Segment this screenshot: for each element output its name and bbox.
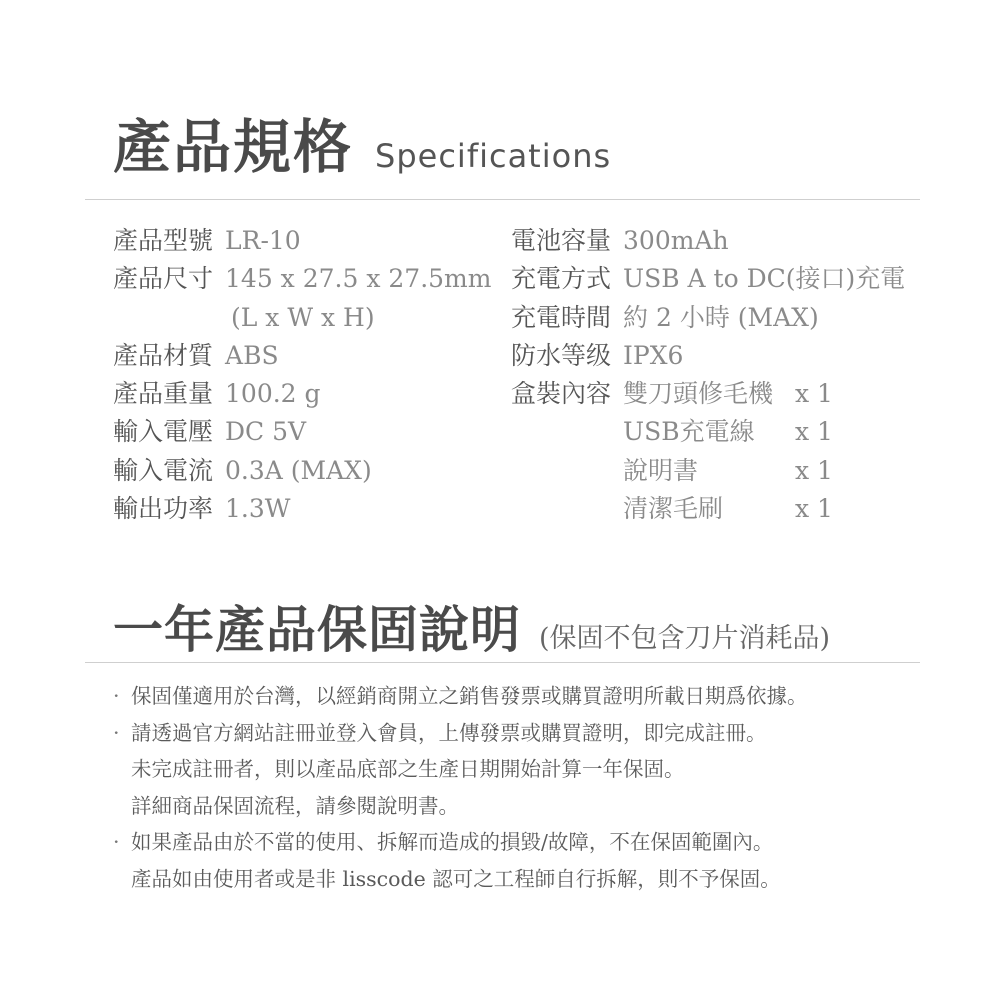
spec-value: 1.3W — [225, 494, 291, 524]
spec-list-left — [113, 222, 491, 528]
warranty-text: 請透過官方網站註冊並登入會員，上傳發票或購買證明，即完成註冊。 — [131, 720, 767, 745]
box-contents — [511, 375, 905, 524]
section-divider — [85, 662, 920, 663]
spec-value: ABS — [225, 340, 279, 370]
spec-label: 產品材質 — [113, 340, 214, 370]
spec-row — [113, 452, 491, 490]
spec-label: 輸入電流 — [113, 455, 214, 485]
box-item-name: 清潔毛刷 — [623, 494, 724, 524]
spec-row — [113, 222, 491, 260]
box-item — [623, 413, 833, 451]
spec-value: 300mAh — [623, 226, 729, 255]
bullet: · — [113, 684, 120, 708]
box-item-qty: x 1 — [795, 455, 833, 485]
spec-list-right — [511, 222, 906, 524]
spec-row — [113, 375, 491, 413]
spec-value-continuation: (L x W x H) — [231, 302, 375, 332]
warranty-item-continuation — [113, 861, 808, 898]
warranty-item — [113, 678, 808, 715]
spec-label: 產品重量 — [113, 379, 214, 409]
spec-label: 充電方式 — [511, 264, 612, 294]
warranty-item-continuation — [113, 751, 808, 788]
spec-value: 約 2 小時 (MAX) — [623, 302, 819, 332]
spec-value: 0.3A (MAX) — [225, 455, 372, 485]
spec-label: 產品型號 — [113, 226, 214, 255]
warranty-text: 未完成註冊者，則以產品底部之生產日期開始計算一年保固。 — [131, 757, 685, 782]
warranty-text: 保固僅適用於台灣，以經銷商開立之銷售發票或購買證明所載日期爲依據。 — [131, 684, 808, 708]
specifications-heading — [113, 100, 611, 184]
spec-value: USB A to DC(接口)充電 — [623, 264, 906, 294]
spec-label: 充電時間 — [511, 302, 612, 332]
spec-row-continuation — [113, 299, 491, 337]
spec-value: 100.2 g — [225, 379, 321, 409]
warranty-text: 詳細商品保固流程，請參閱說明書。 — [131, 793, 459, 818]
box-item — [623, 452, 833, 490]
box-item — [623, 490, 833, 528]
spec-label: 輸出功率 — [113, 494, 214, 524]
box-item-name: 雙刀頭修毛機 — [623, 379, 774, 409]
box-item-qty: x 1 — [795, 417, 833, 447]
spec-row — [511, 299, 905, 337]
spec-row — [113, 490, 491, 528]
box-item-name: 說明書 — [623, 455, 699, 485]
section-divider — [85, 199, 920, 200]
specifications-title-en: Specifications — [375, 137, 612, 175]
warranty-list — [113, 678, 808, 898]
warranty-item-continuation — [113, 788, 808, 825]
box-contents-list — [623, 375, 833, 524]
specifications-title-zh: 產品規格 — [113, 113, 354, 181]
bullet: · — [113, 720, 120, 745]
spec-value: IPX6 — [623, 340, 684, 370]
spec-row — [511, 222, 905, 260]
spec-label: 產品尺寸 — [113, 264, 214, 294]
warranty-item — [113, 824, 808, 861]
warranty-text: 如果產品由於不當的使用、拆解而造成的損毀/故障，不在保固範圍內。 — [131, 830, 774, 855]
warranty-text: 產品如由使用者或是非 lisscode 認可之工程師自行拆解，則不予保固。 — [131, 866, 781, 891]
spec-label: 防水等级 — [511, 340, 612, 370]
spec-value: 145 x 27.5 x 27.5mm — [225, 264, 492, 294]
bullet: · — [113, 830, 120, 855]
spec-row — [113, 337, 491, 375]
box-item — [623, 375, 833, 413]
spec-value: DC 5V — [225, 417, 307, 447]
spec-label: 輸入電壓 — [113, 417, 214, 447]
box-item-qty: x 1 — [795, 379, 833, 409]
spec-row — [511, 337, 905, 375]
spec-row — [113, 413, 491, 451]
warranty-item — [113, 715, 808, 752]
warranty-note: (保固不包含刀片消耗品) — [539, 623, 831, 654]
spec-row — [113, 260, 491, 298]
spec-row — [511, 260, 905, 298]
box-item-qty: x 1 — [795, 494, 833, 524]
spec-label: 盒裝內容 — [511, 379, 612, 409]
spec-value: LR-10 — [225, 226, 301, 255]
warranty-title: 一年產品保固說明 — [113, 600, 521, 659]
warranty-heading — [113, 590, 830, 662]
spec-label: 電池容量 — [511, 226, 612, 255]
box-item-name: USB充電線 — [623, 417, 755, 447]
